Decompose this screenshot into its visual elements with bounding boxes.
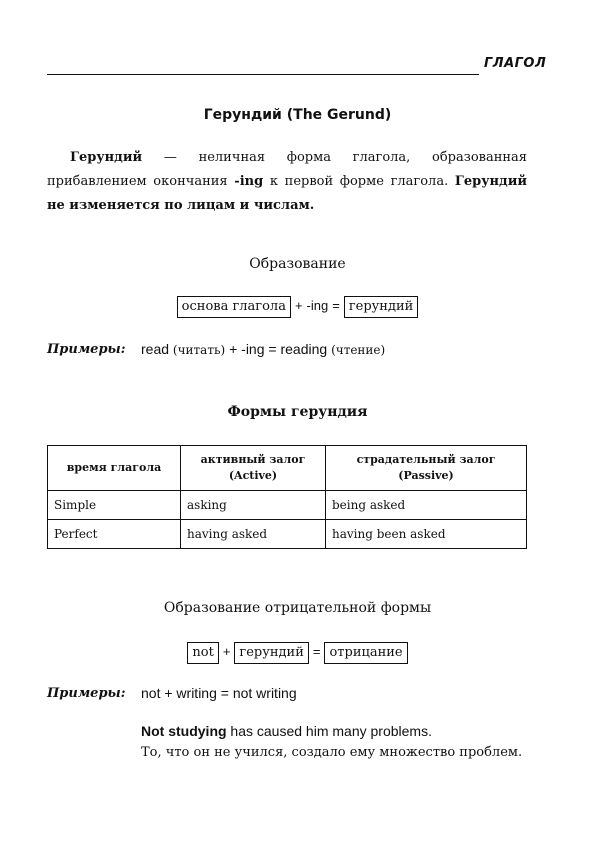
examples-label: Примеры:: [47, 342, 126, 357]
cell-passive: being asked: [326, 491, 527, 520]
examples-label-2: Примеры:: [47, 686, 126, 701]
col-header-active-line1: активный залог: [200, 453, 306, 466]
gerund-forms-table: [47, 445, 527, 549]
col-header-passive-line1: страдательный залог: [356, 453, 496, 466]
equals-sign: =: [332, 298, 340, 313]
ex-result: reading: [280, 341, 328, 357]
gerund-box: герундий: [234, 642, 308, 664]
cell-active: asking: [181, 491, 326, 520]
col-header-passive: [326, 446, 527, 491]
intro-paragraph: [47, 146, 527, 218]
ex-ing: -ing: [241, 341, 265, 357]
plus-sign: +: [294, 298, 303, 313]
ex-word: read: [141, 341, 170, 357]
intro-sentence2: Герундий не изменяется по лицам и числам.: [47, 174, 527, 213]
cell-active: having asked: [181, 520, 326, 549]
cell-tense: Simple: [48, 491, 181, 520]
example-formula: [141, 341, 385, 357]
table-row: [48, 520, 527, 549]
negative-heading: Образование отрицательной формы: [163, 600, 432, 616]
col-header-tense: время глагола: [48, 446, 181, 491]
ex-eq: =: [268, 341, 277, 357]
col-header-active-line2: (Active): [228, 469, 278, 482]
english-sentence-rest: has caused him many problems.: [226, 723, 432, 739]
page-title: Герундий (The Gerund): [203, 107, 392, 123]
gerund-box: герундий: [344, 296, 418, 318]
col-header-active: [181, 446, 326, 491]
ex-word-ru: (читать): [172, 343, 226, 357]
formation-heading: Образование: [249, 256, 346, 272]
negative-formula: [0, 642, 595, 664]
plus-sign: +: [222, 644, 231, 659]
forms-heading: Формы герундия: [227, 404, 368, 420]
english-sentence: [141, 720, 527, 742]
cell-passive: having been asked: [326, 520, 527, 549]
cell-tense: Perfect: [48, 520, 181, 549]
english-sentence-bold: Not studying: [141, 723, 227, 739]
table-row: [48, 491, 527, 520]
header-rule: [47, 74, 479, 75]
negation-box: отрицание: [324, 642, 407, 664]
not-box: not: [187, 642, 218, 664]
ex-plus: +: [229, 341, 238, 357]
intro-part2: к первой форме глагола.: [263, 174, 455, 189]
col-header-passive-line2: (Passive): [398, 469, 454, 482]
negative-example-sentences: [141, 720, 527, 764]
ex-result-ru: (чтение): [331, 343, 386, 357]
ing-suffix: -ing: [306, 298, 329, 313]
running-head: ГЛАГОЛ: [484, 56, 547, 71]
russian-translation: То, что он не учился, создало ему множество проблем.: [141, 745, 523, 760]
intro-suffix: -ing: [234, 174, 264, 189]
stem-box: основа глагола: [177, 296, 291, 318]
formation-formula: [0, 296, 595, 318]
equals-sign: =: [312, 644, 321, 659]
table-header-row: [48, 446, 527, 491]
negative-example-formula: not + writing = not writing: [141, 685, 297, 701]
intro-term: Герундий: [70, 150, 143, 165]
intro-part1: — неличная форма глагола, образованная прибавлением окончания: [47, 150, 527, 189]
